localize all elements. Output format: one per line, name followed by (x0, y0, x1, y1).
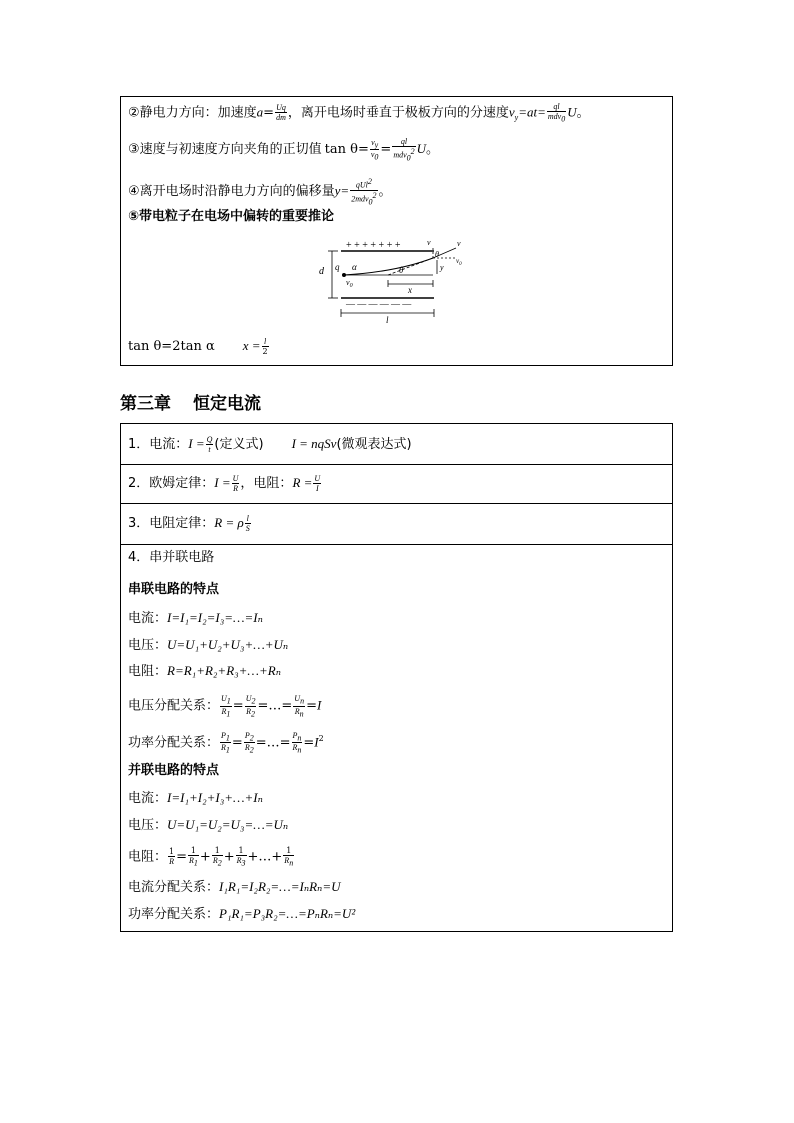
exit-v0-label: $v_0$ (456, 257, 462, 267)
alpha-label: α (352, 262, 357, 272)
series-voltage-distribution: 电压分配关系： $\frac{U_1}{R_1}$ = $\frac{U_2}{R_2}$ =…= $\frac{U_n}{R_n}$ =I (128, 694, 322, 719)
row-series-parallel (121, 544, 672, 933)
chapter-title: 恒定电流 (193, 394, 261, 414)
series-current: 电流：I=I₁=I₂=I₃=…=Iₙ (128, 610, 263, 626)
v-label-exit: v (457, 239, 461, 248)
row-ohms-law: 2．欧姆定律：I = $\frac{U}{R}$ ，电阻：R = $\frac{U}{I}$ (121, 464, 672, 504)
fraction-ql-mdv0: $\frac{ql}{mdv_0}$ (547, 102, 566, 124)
v0-label: $v_0$ (346, 278, 353, 289)
parallel-voltage: 电压：U=U₁=U₂=U₃=…=Uₙ (128, 817, 289, 833)
negative-plate-charges: — — — — — — (346, 299, 412, 309)
electric-field-deflection-box (120, 96, 673, 366)
series-title: 串联电路的特点 (128, 582, 220, 597)
l-label: l (386, 315, 389, 324)
extension-line (388, 258, 433, 275)
parallel-power-distribution: 功率分配关系：P₁R₁=P₃R₂=…=PₙRₙ=U² (128, 906, 356, 922)
x-label: x (408, 285, 412, 295)
line-important-inference: ⑤带电粒子在电场中偏转的重要推论 (128, 209, 335, 224)
line-acceleration: ②静电力方向：加速度a= $\frac{Uq}{dm}$ ，离开电场时垂直于极板方向的分速度$v_y=at=$ $\frac{ql}{mdv_0}$ U。 (128, 102, 590, 124)
current-formula-table (120, 423, 673, 932)
series-voltage: 电压：U=U₁+U₂+U₃+…+Uₙ (128, 637, 289, 653)
parallel-resistance: 电阻： $\frac{1}{R}$ = $\frac{1}{R_1}$ + $\frac{1}{R_2}$ + $\frac{1}{R_3}$ +…+ $\frac{1}{R_n}$ (128, 846, 294, 868)
line-inference-formulas: tan θ=2tan α x = $\frac{l}{2}$ (128, 337, 268, 356)
v-label: v (427, 238, 431, 247)
parallel-current-distribution: 电流分配关系：I₁R₁=I₂R₂=…=IₙRₙ=U (128, 879, 341, 895)
q-label: q (335, 262, 340, 272)
series-power-distribution: 功率分配关系： $\frac{P_1}{R_1}$ = $\frac{P_2}{R_2}$ =…= $\frac{P_n}{R_n}$ $=I^2$ (128, 730, 324, 755)
theta-label-exit: θ (435, 250, 439, 259)
chapter-heading (120, 389, 261, 414)
parallel-title: 并联电路的特点 (128, 763, 220, 778)
theta-label: θ (399, 265, 404, 275)
fraction-uq-dm: $\frac{Uq}{dm}$ (276, 103, 286, 123)
chapter-number: 第三章 (120, 394, 171, 414)
y-label: y (440, 263, 444, 272)
line-tangent: ③速度与初速度方向夹角的正切值 tan θ= $\frac{v_y}{v_0}$ = $\frac{ql}{mdv_0^2}$ U。 (128, 137, 440, 163)
charge-q (342, 273, 346, 277)
positive-plate-charges: + + + + + + + (346, 240, 401, 251)
d-label: d (319, 266, 324, 277)
row-current: 1．电流：I = $\frac{Q}{t}$ (定义式) I = nqSv(微观表达式) (121, 424, 672, 465)
parallel-current: 电流：I=I₁+I₂+I₃+…+Iₙ (128, 790, 263, 806)
line-deflection: ④离开电场时沿静电力方向的偏移量y= $\frac{qUl^2}{2mdv_0^2}$ 。 (128, 177, 392, 206)
deflection-diagram (316, 234, 476, 324)
series-resistance: 电阻：R=R₁+R₂+R₃+…+Rₙ (128, 663, 281, 679)
trajectory (344, 258, 433, 275)
row-resistance-law: 3．电阻定律：R = ρ $\frac{l}{S}$ (121, 503, 672, 545)
series-parallel-title: 4．串并联电路 (128, 550, 215, 565)
